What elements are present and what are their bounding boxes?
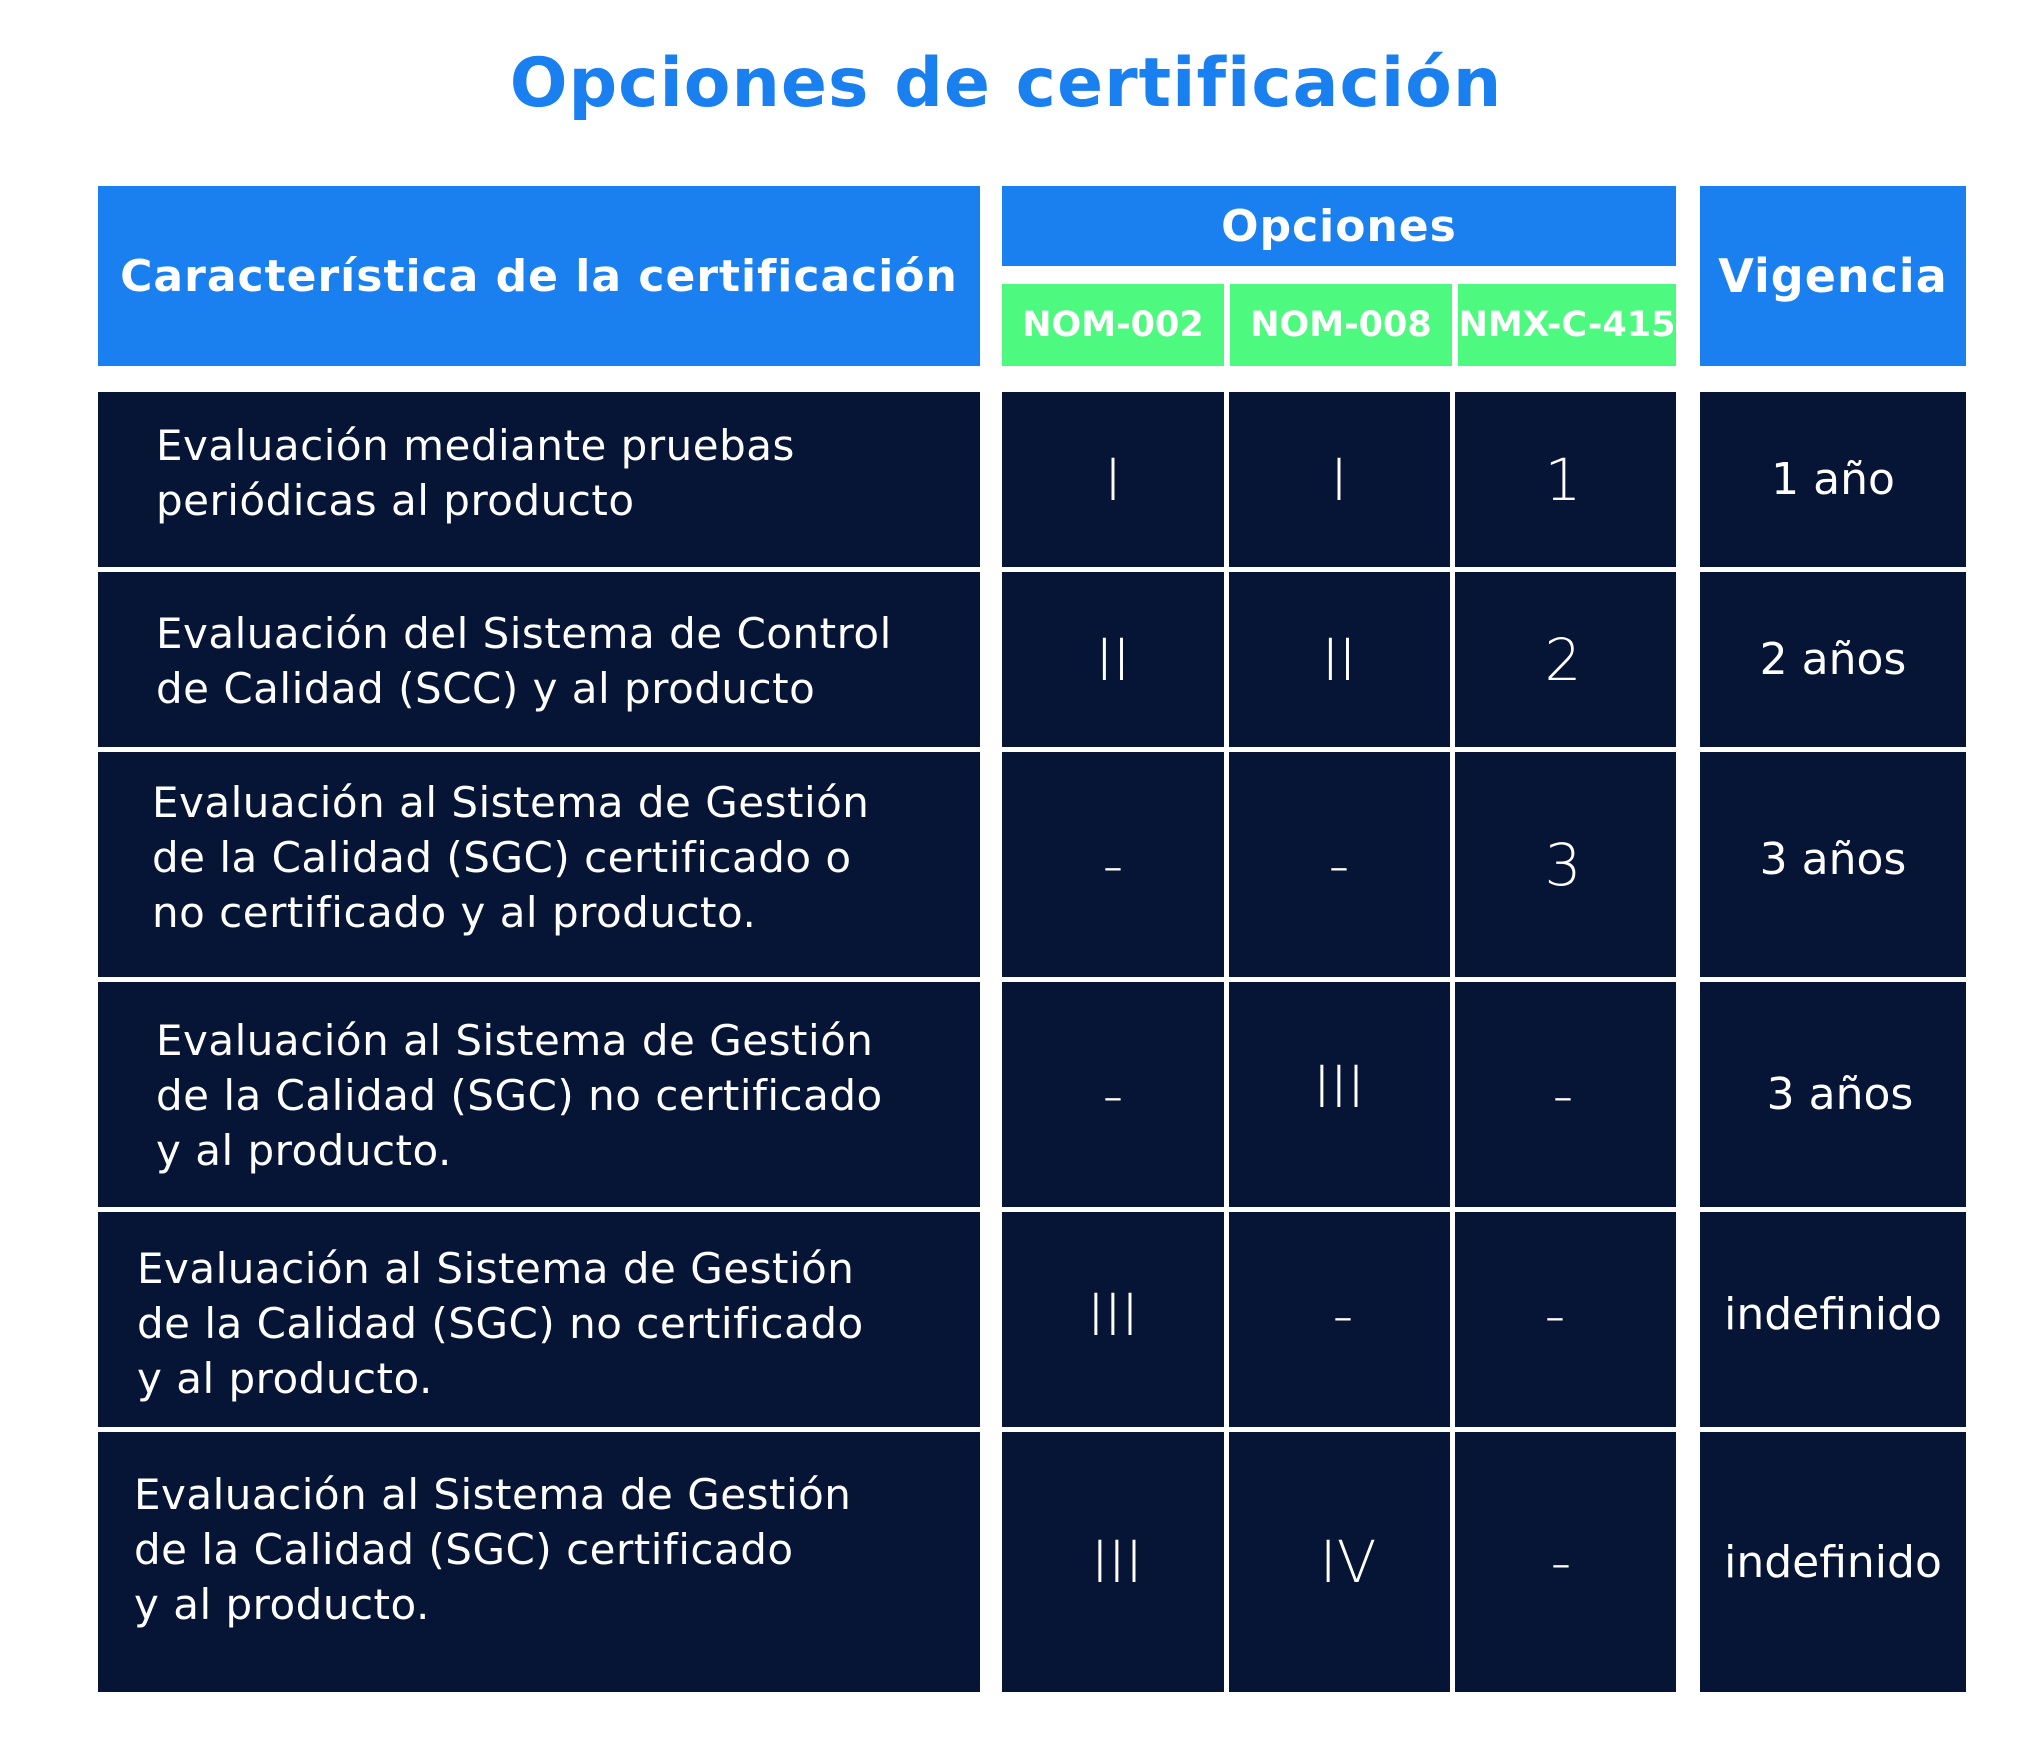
row-6-nom-002: III: [1091, 1528, 1143, 1596]
header-opciones: Opciones: [1002, 186, 1676, 266]
row-5-vigencia: indefinido: [1724, 1289, 1942, 1340]
row-2-nmx-c-415: 2: [1544, 625, 1582, 694]
row-3-caracteristica: Evaluación al Sistema de Gestión de la Calidad (SGC) certificado o no certificado y al producto.: [152, 778, 870, 937]
row-6-caracteristica: Evaluación al Sistema de Gestión de la Calidad (SGC) certificado y al producto.: [134, 1470, 852, 1629]
header-vigencia: Vigencia: [1700, 186, 1966, 366]
row-3-nmx-c-415: 3: [1544, 830, 1582, 899]
row-divider: [98, 567, 980, 572]
row-3-nom-002: -: [1102, 830, 1124, 899]
row-5-nom-008: -: [1332, 1280, 1354, 1349]
row-2-nom-002: II: [1095, 625, 1131, 694]
row-4-nom-008: III: [1313, 1053, 1365, 1121]
row-4-nmx-c-415: -: [1552, 1060, 1574, 1129]
row-divider: [98, 1207, 980, 1212]
row-1-nmx-c-415: 1: [1544, 445, 1582, 514]
row-5-nmx-c-415: -: [1544, 1280, 1566, 1349]
page-title: Opciones de certificación: [509, 44, 1503, 123]
row-4-nom-002: -: [1102, 1060, 1124, 1129]
row-2-caracteristica: Evaluación del Sistema de Control de Calidad (SCC) y al producto: [156, 609, 892, 713]
subheader-nom-008: NOM-008: [1230, 284, 1452, 366]
row-3-vigencia: 3 años: [1759, 834, 1907, 885]
row-divider: [98, 977, 980, 982]
row-1-caracteristica: Evaluación mediante pruebas periódicas al producto: [156, 421, 795, 525]
subheader-nmx-c-415: NMX-C-415: [1458, 284, 1676, 366]
row-1-vigencia: 1 año: [1771, 454, 1895, 505]
row-6-nom-008: IV: [1319, 1528, 1377, 1596]
row-3-nom-008: -: [1328, 830, 1350, 899]
row-1-nom-008: I: [1330, 445, 1348, 514]
row-5-nom-002: III: [1087, 1280, 1139, 1349]
row-2-vigencia: 2 años: [1759, 634, 1907, 685]
row-divider: [98, 1427, 980, 1432]
row-5-caracteristica: Evaluación al Sistema de Gestión de la Calidad (SGC) no certificado y al producto.: [137, 1244, 864, 1403]
row-2-nom-008: II: [1321, 625, 1357, 694]
subheader-nom-002: NOM-002: [1002, 284, 1224, 366]
row-6-vigencia: indefinido: [1724, 1536, 1942, 1588]
row-divider: [98, 747, 980, 752]
header-caracteristica: Característica de la certificación: [98, 186, 980, 366]
row-1-nom-002: I: [1104, 445, 1122, 514]
row-4-caracteristica: Evaluación al Sistema de Gestión de la Calidad (SGC) no certificado y al producto.: [156, 1016, 883, 1175]
row-4-vigencia: 3 años: [1766, 1069, 1914, 1120]
row-6-nmx-c-415: -: [1550, 1528, 1572, 1596]
